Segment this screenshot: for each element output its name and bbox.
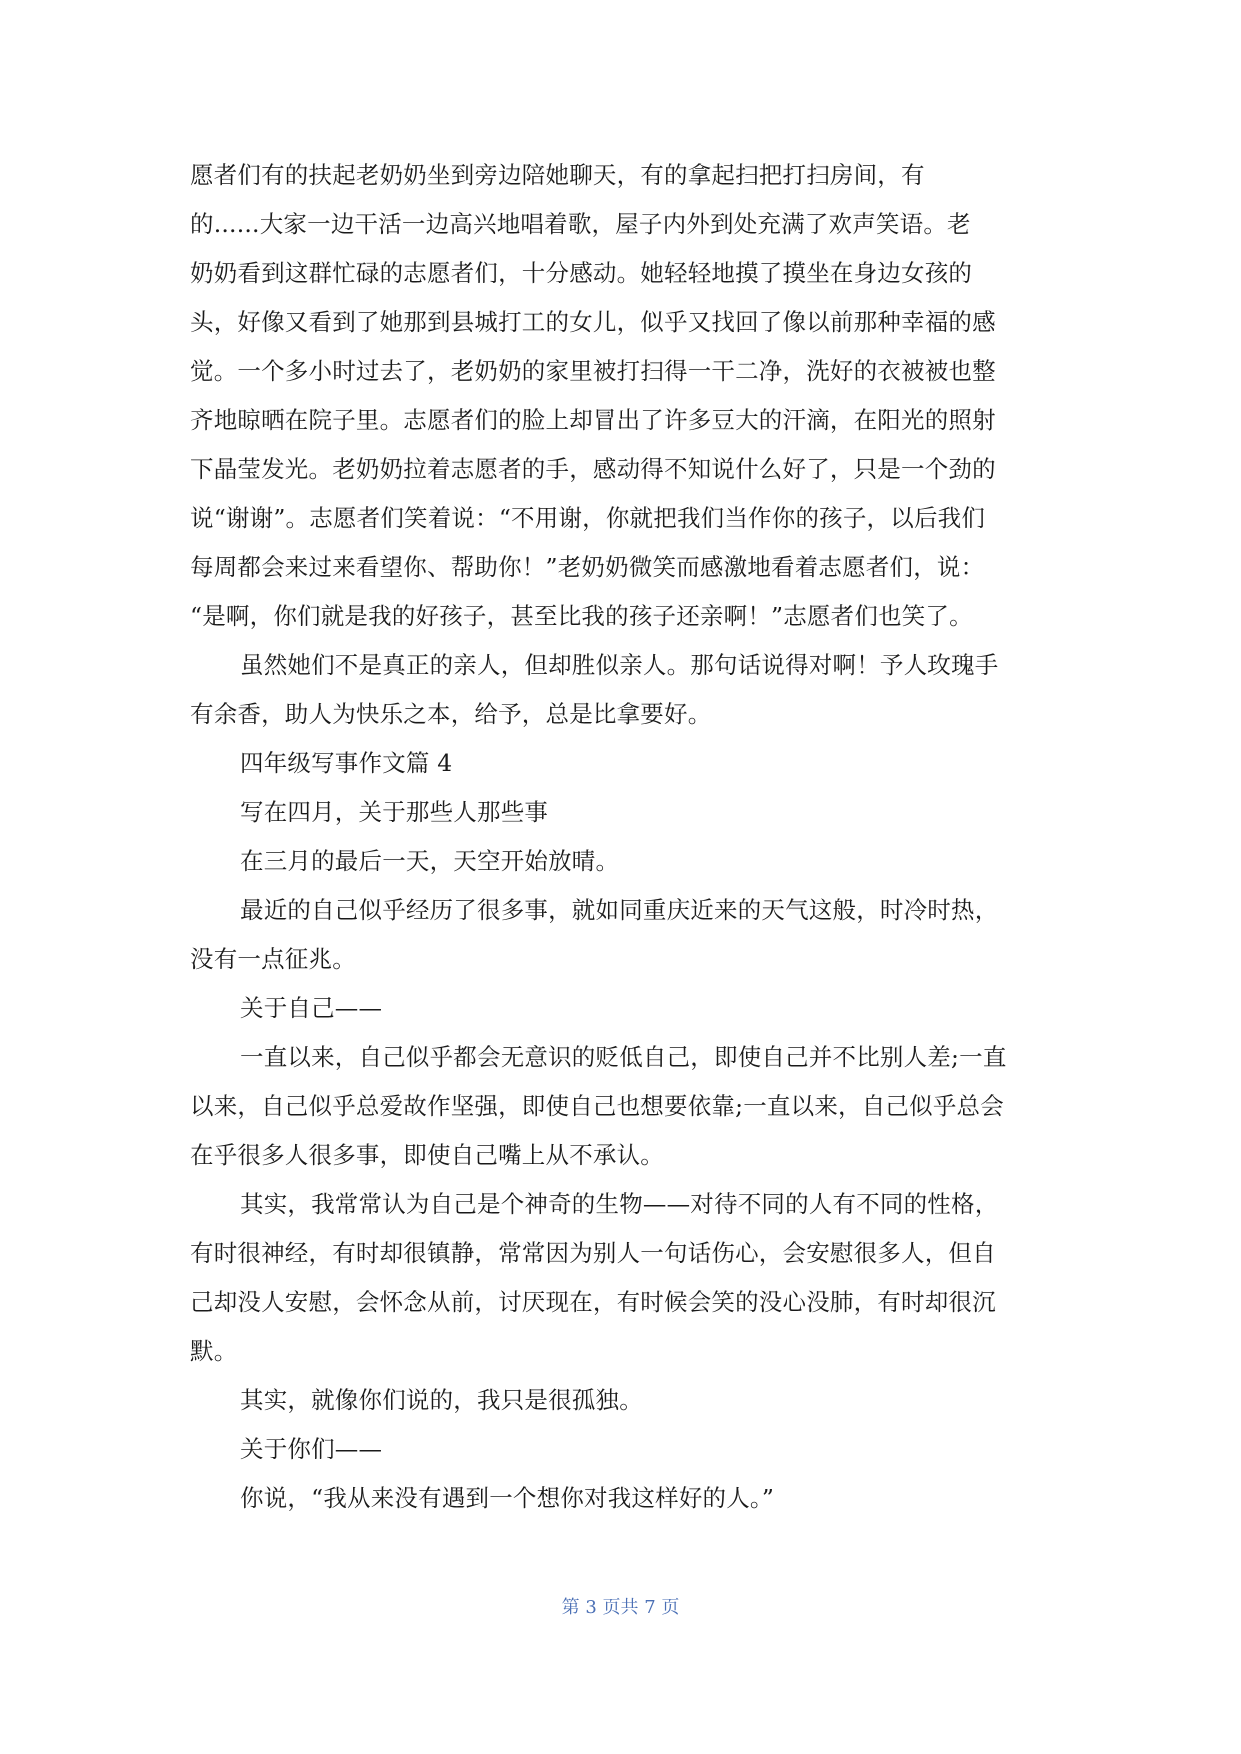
page-number-footer: 第 3 页共 7 页 <box>561 1597 680 1618</box>
body-line: 在乎很多人很多事，即使自己嘴上从不承认。 <box>190 1141 664 1169</box>
body-line: 虽然她们不是真正的亲人，但却胜似亲人。那句话说得对啊！予人玫瑰手 <box>240 651 999 679</box>
body-line: 以来，自己似乎总爱故作坚强，即使自己也想要依靠;一直以来，自己似乎总会 <box>190 1092 1004 1120</box>
body-line: 最近的自己似乎经历了很多事，就如同重庆近来的天气这般，时冷时热， <box>240 896 999 924</box>
body-line: 一直以来，自己似乎都会无意识的贬低自己，即使自己并不比别人差;一直 <box>240 1043 1007 1071</box>
body-line: 有余香，助人为快乐之本，给予，总是比拿要好。 <box>190 700 712 728</box>
body-line: 愿者们有的扶起老奶奶坐到旁边陪她聊天，有的拿起扫把打扫房间，有 <box>190 161 925 189</box>
body-line: “是啊，你们就是我的好孩子，甚至比我的孩子还亲啊！”志愿者们也笑了。 <box>190 602 973 630</box>
essay-title: 写在四月，关于那些人那些事 <box>240 798 549 826</box>
body-line: 说“谢谢”。志愿者们笑着说：“不用谢，你就把我们当作你的孩子，以后我们 <box>190 504 986 532</box>
section-heading: 四年级写事作文篇 4 <box>240 749 453 777</box>
body-line: 的......大家一边干活一边高兴地唱着歌，屋子内外到处充满了欢声笑语。老 <box>190 210 971 238</box>
body-line: 有时很神经，有时却很镇静，常常因为别人一句话伤心，会安慰很多人，但自 <box>190 1239 996 1267</box>
body-line: 在三月的最后一天，天空开始放晴。 <box>240 847 620 875</box>
body-line: 其实，就像你们说的，我只是很孤独。 <box>240 1386 643 1414</box>
body-line: 下晶莹发光。老奶奶拉着志愿者的手，感动得不知说什么好了，只是一个劲的 <box>190 455 996 483</box>
body-line: 奶奶看到这群忙碌的志愿者们，十分感动。她轻轻地摸了摸坐在身边女孩的 <box>190 259 973 287</box>
body-line: 齐地晾晒在院子里。志愿者们的脸上却冒出了许多豆大的汗滴，在阳光的照射 <box>190 406 996 434</box>
body-line: 每周都会来过来看望你、帮助你！”老奶奶微笑而感激地看着志愿者们，说： <box>190 553 985 581</box>
body-line: 默。 <box>190 1337 238 1365</box>
body-line: 头，好像又看到了她那到县城打工的女儿，似乎又找回了像以前那种幸福的感 <box>190 308 996 336</box>
body-line: 你说，“我从来没有遇到一个想你对我这样好的人。” <box>240 1484 775 1512</box>
body-line: 己却没人安慰，会怀念从前，讨厌现在，有时候会笑的没心没肺，有时却很沉 <box>190 1288 996 1316</box>
body-line: 没有一点征兆。 <box>190 945 356 973</box>
subheading: 关于你们—— <box>240 1435 383 1463</box>
subheading: 关于自己—— <box>240 994 383 1022</box>
body-line: 觉。一个多小时过去了，老奶奶的家里被打扫得一干二净，洗好的衣被被也整 <box>190 357 996 385</box>
body-line: 其实，我常常认为自己是个神奇的生物——对待不同的人有不同的性格， <box>240 1190 999 1218</box>
